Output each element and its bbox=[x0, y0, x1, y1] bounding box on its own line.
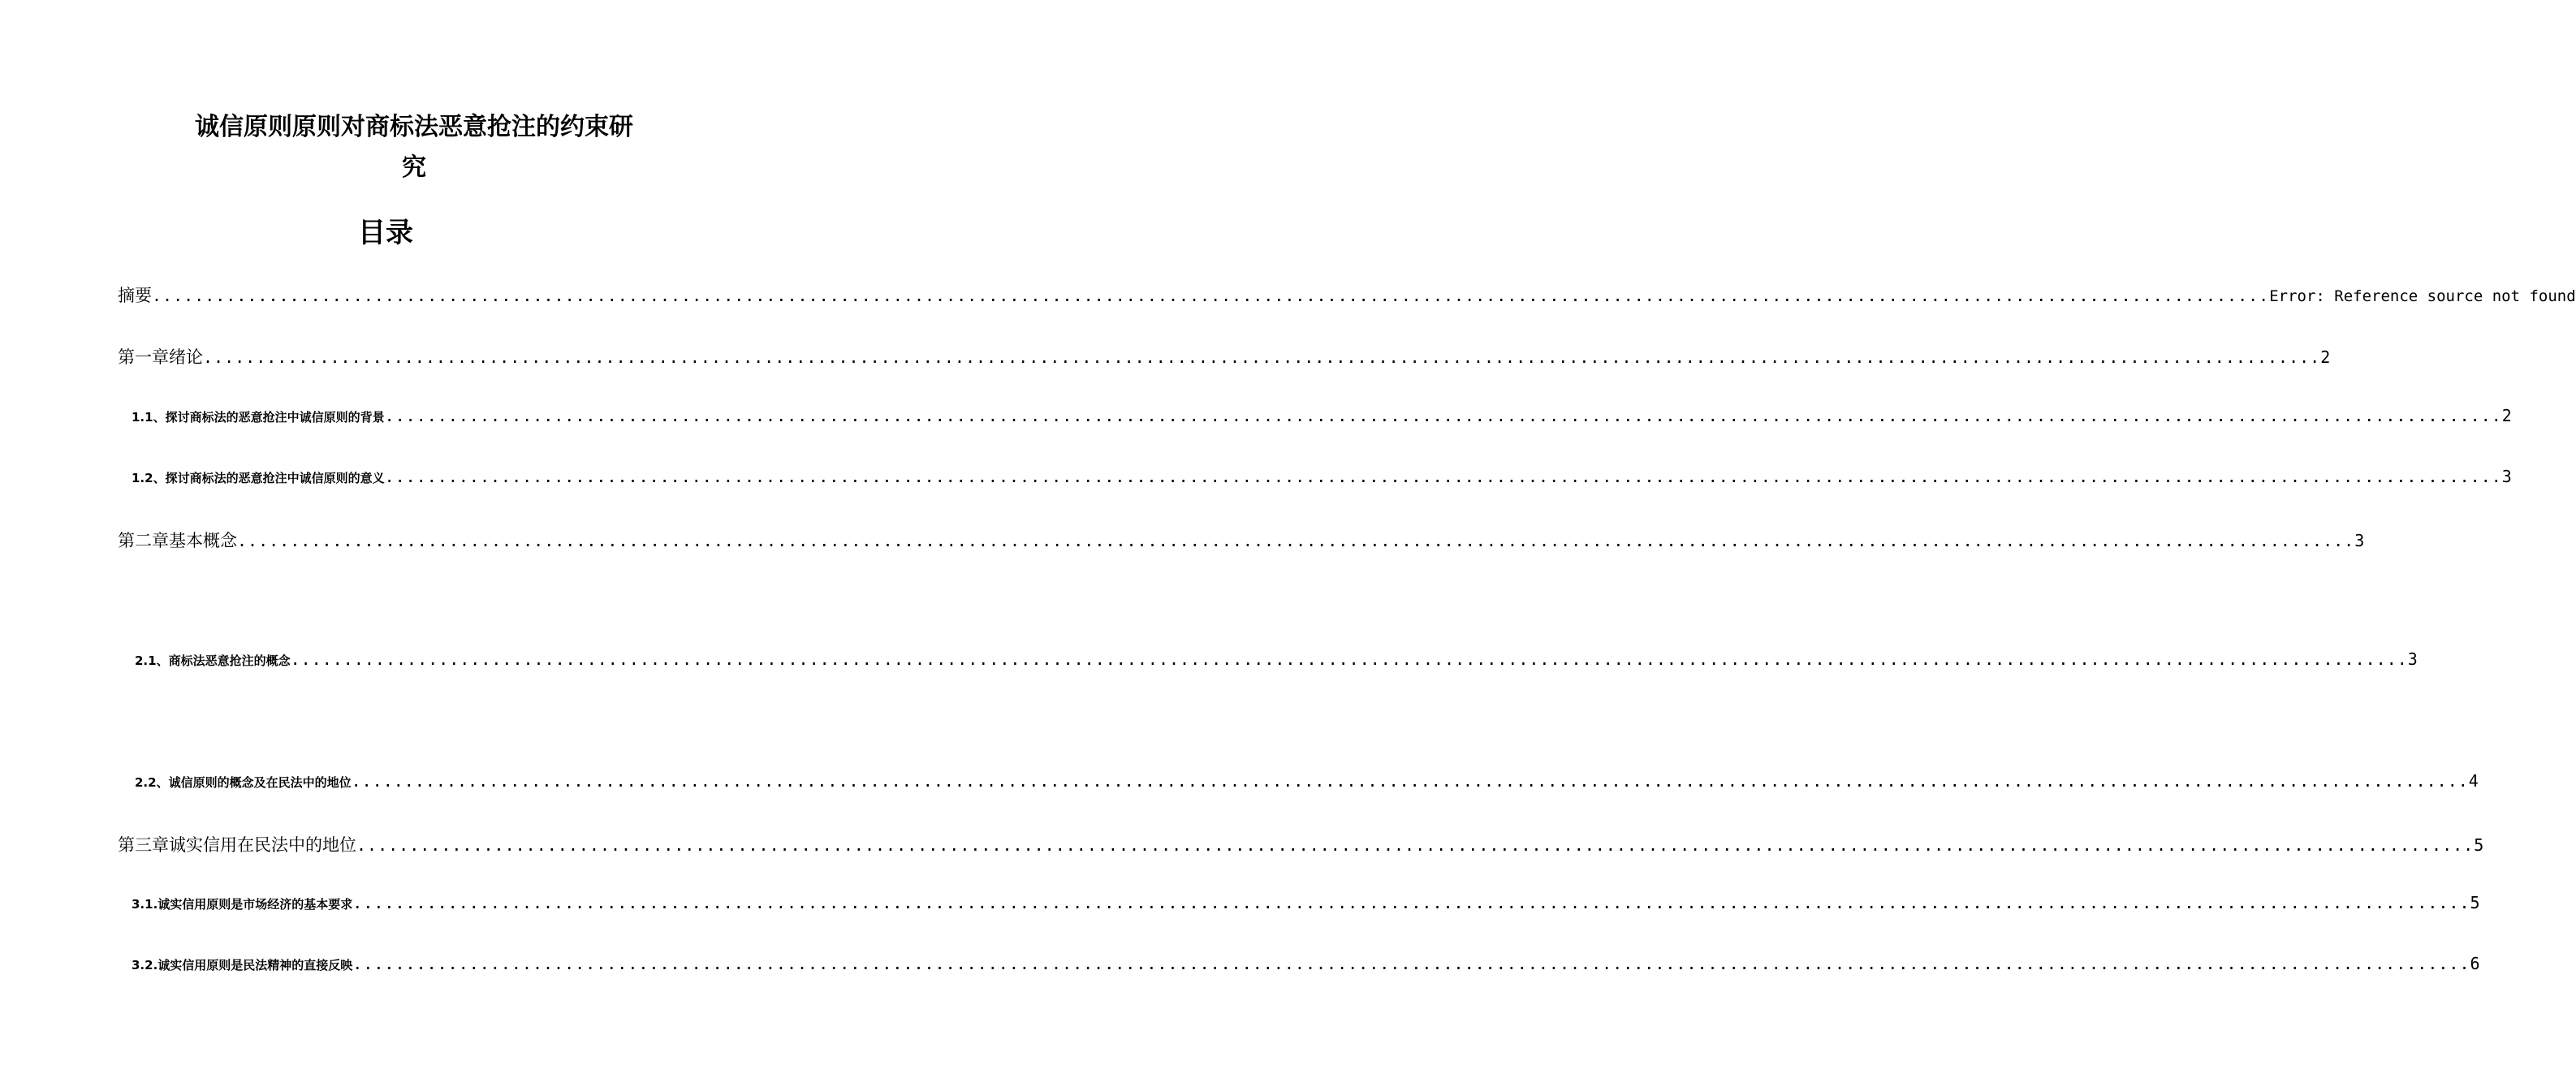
toc-entry-section-2-1[interactable] bbox=[135, 649, 2418, 669]
toc-entry-section-3-2[interactable] bbox=[132, 954, 2480, 973]
toc-entry-label: 第三章诚实信用在民法中的地位 bbox=[118, 835, 356, 855]
toc-entry-label: 3.2.诚实信用原则是民法精神的直接反映 bbox=[132, 958, 353, 972]
toc-leader-dots: ........................................................................................................................................................................................................ bbox=[203, 347, 2321, 367]
toc-leader-dots: ........................................................................................................................................................................................................ bbox=[356, 835, 2475, 855]
toc-entry-page: 5 bbox=[2474, 835, 2484, 855]
toc-entry-page: 3 bbox=[2501, 467, 2512, 486]
toc-entry-chapter-3[interactable] bbox=[118, 832, 2484, 856]
toc-entry-label: 第一章绪论 bbox=[118, 347, 203, 367]
toc-entry-section-1-1[interactable] bbox=[132, 406, 2512, 425]
toc-leader-dots: ........................................................................................................................................................................................................ bbox=[351, 771, 2469, 791]
toc-leader-dots: ........................................................................................................................................................................................................ bbox=[384, 406, 2502, 425]
toc-entry-label: 2.1、商标法恶意抢注的概念 bbox=[135, 653, 291, 668]
toc-entry-abstract[interactable] bbox=[118, 282, 2576, 307]
toc-entry-label: 第二章基本概念 bbox=[118, 531, 237, 550]
toc-entry-page: 2 bbox=[2320, 347, 2331, 367]
toc-entry-page: 5 bbox=[2470, 893, 2480, 912]
toc-leader-dots: ........................................................................................................................................................................................................ bbox=[352, 954, 2470, 973]
toc-entry-page: 3 bbox=[2407, 649, 2418, 669]
toc-entry-section-2-2[interactable] bbox=[135, 771, 2479, 791]
toc-entry-section-1-2[interactable] bbox=[132, 467, 2512, 486]
toc-entry-label: 摘要 bbox=[118, 286, 152, 305]
toc-entry-page: 3 bbox=[2354, 531, 2365, 550]
toc-entry-page: 2 bbox=[2501, 406, 2512, 425]
document-title-line-1: 诚信原则原则对商标法恶意抢注的约束研 bbox=[195, 113, 633, 141]
toc-entry-chapter-1[interactable] bbox=[118, 344, 2331, 369]
toc-heading: 目录 bbox=[358, 217, 413, 249]
toc-entry-label: 1.2、探讨商标法的恶意抢注中诚信原则的意义 bbox=[132, 471, 385, 485]
toc-entry-label: 3.1.诚实信用原则是市场经济的基本要求 bbox=[132, 897, 353, 912]
document-title bbox=[154, 107, 674, 188]
toc-entry-page: 6 bbox=[2470, 954, 2480, 973]
toc-entry-label: 1.1、探讨商标法的恶意抢注中诚信原则的背景 bbox=[132, 410, 385, 425]
toc-entry-page: Error: Reference source not found bbox=[2269, 287, 2576, 305]
toc-leader-dots: ........................................................................................................................................................................................................ bbox=[352, 893, 2470, 912]
toc-leader-dots: ........................................................................................................................................................................................................ bbox=[237, 531, 2355, 550]
toc-entry-label: 2.2、诚信原则的概念及在民法中的地位 bbox=[135, 775, 352, 790]
toc-leader-dots: ........................................................................................................................................................................................................ bbox=[290, 649, 2408, 669]
toc-entry-page: 4 bbox=[2468, 771, 2479, 791]
document-title-line-2: 究 bbox=[402, 153, 426, 182]
toc-leader-dots: ........................................................................................................................................................................................................ bbox=[152, 286, 2270, 305]
toc-entry-section-3-1[interactable] bbox=[132, 893, 2480, 912]
toc-entry-chapter-2[interactable] bbox=[118, 528, 2365, 552]
toc-leader-dots: ........................................................................................................................................................................................................ bbox=[384, 467, 2502, 486]
